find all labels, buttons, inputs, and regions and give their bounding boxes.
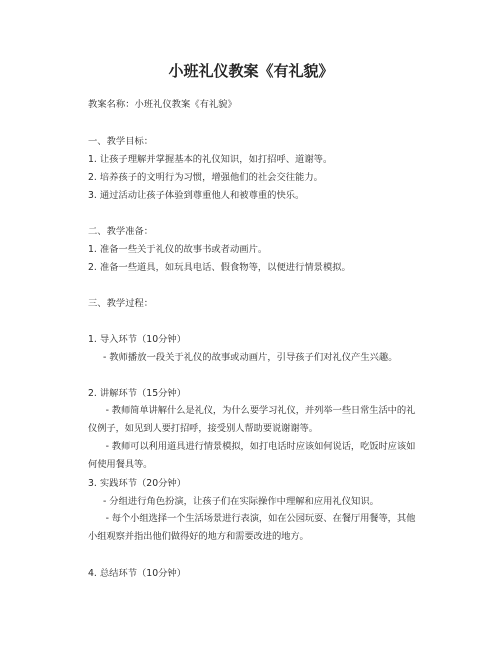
goal-item-1: 1. 让孩子理解并掌握基本的礼仪知识，如打招呼、道谢等。: [88, 154, 333, 165]
prep-item-1: 1. 准备一些关于礼仪的故事书或者动画片。: [88, 244, 268, 255]
step-2-point-2: - 教师可以利用道具进行情景模拟，如打电话时应该如何说话，吃饭时应该如何使用餐具等。: [88, 441, 416, 470]
step-2-point-1: - 教师简单讲解什么是礼仪，为什么要学习礼仪，并列举一些日常生活中的礼仪例子，如见到人要打招呼，接受别人帮助要说谢谢等。: [88, 405, 416, 434]
step-3-point-2: - 每个小组选择一个生活场景进行表演，如在公园玩耍、在餐厅用餐等，其他小组观察并指出他们做得好的地方和需要改进的地方。: [88, 513, 416, 542]
step-title-1: 1. 导入环节（10分钟）: [88, 334, 187, 345]
step-title-4: 4. 总结环节（10分钟）: [88, 568, 187, 579]
step-3-point-1: - 分组进行角色扮演，让孩子们在实际操作中理解和应用礼仪知识。: [103, 496, 379, 507]
section-heading-process: 三、教学过程：: [88, 298, 154, 309]
prep-item-2: 2. 准备一些道具，如玩具电话、假食物等，以便进行情景模拟。: [88, 262, 351, 273]
section-heading-goals: 一、教学目标：: [88, 136, 154, 147]
step-1-point-1: - 教师播放一段关于礼仪的故事或动画片，引导孩子们对礼仪产生兴趣。: [103, 352, 398, 363]
section-heading-preparation: 二、教学准备：: [88, 226, 154, 237]
lesson-name: 教案名称：小班礼仪教案《有礼貌》: [88, 99, 237, 110]
document-title: 小班礼仪教案《有礼貌》: [168, 62, 334, 80]
step-title-2: 2. 讲解环节（15分钟）: [88, 388, 187, 399]
goal-item-3: 3. 通过活动让孩子体验到尊重他人和被尊重的快乐。: [88, 190, 305, 201]
goal-item-2: 2. 培养孩子的文明行为习惯，增强他们的社会交往能力。: [88, 172, 323, 183]
step-title-3: 3. 实践环节（20分钟）: [88, 478, 187, 489]
